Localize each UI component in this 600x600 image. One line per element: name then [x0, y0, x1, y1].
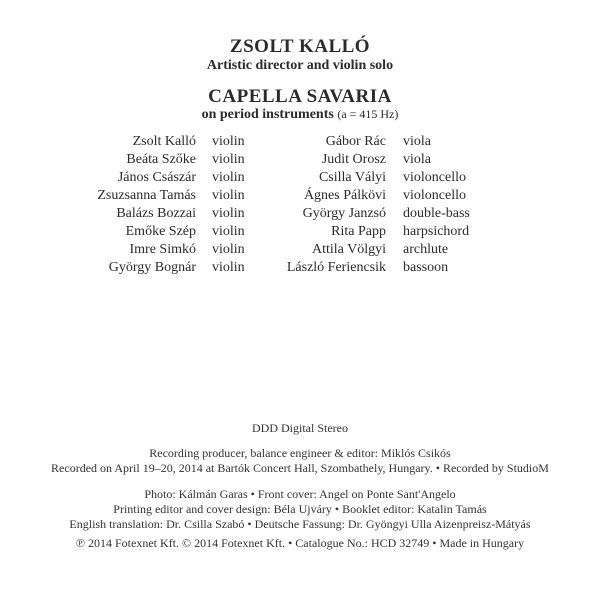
director-role: Artistic director and violin solo	[206, 58, 394, 73]
recording-producer-line: Recording producer, balance engineer & editor: Miklós Csikós	[149, 446, 451, 460]
musician-name: Balázs Bozzai	[116, 206, 196, 221]
musician-instrument: double-bass	[403, 206, 470, 221]
musician-name: György Bognár	[108, 260, 196, 275]
ensemble-name: CAPELLA SAVARIA	[208, 86, 392, 107]
musician-instrument: violin	[212, 260, 245, 275]
musician-name: Zsuzsanna Tamás	[97, 188, 196, 203]
musician-name: János Császár	[117, 170, 196, 185]
musician-instrument: bassoon	[403, 260, 449, 275]
photo-credit-line: Photo: Kálmán Garas • Front cover: Angel on Ponte Sant'Angelo	[144, 487, 456, 501]
musician-instrument: viola	[403, 134, 431, 149]
musician-instrument: archlute	[403, 242, 449, 257]
ensemble-subtitle	[0, 107, 600, 123]
musician-name: Ágnes Pálkövi	[303, 188, 386, 203]
musician-instrument: violin	[212, 188, 245, 203]
musician-name: Zsolt Kalló	[132, 134, 196, 149]
musician-name: Emőke Szép	[125, 224, 196, 239]
copyright-line: ℗ 2014 Fotexnet Kft. © 2014 Fotexnet Kft. • Catalogue No.: HCD 32749 • Made in Hungary	[75, 536, 525, 550]
musician-name: Gábor Rác	[325, 134, 386, 149]
musician-name: Csilla Vályi	[318, 170, 386, 185]
musician-name: György Janzsó	[302, 206, 386, 221]
director-name: ZSOLT KALLÓ	[229, 36, 371, 57]
musician-instrument: violin	[212, 170, 245, 185]
ensemble-subtitle-main: on period instruments	[201, 107, 334, 122]
musician-instrument: violoncello	[403, 170, 466, 185]
musician-instrument: violoncello	[403, 188, 466, 203]
musician-instrument: violin	[212, 224, 245, 239]
musician-name: Attila Völgyi	[311, 242, 386, 257]
musician-instrument: violin	[212, 152, 245, 167]
musician-instrument: violin	[212, 206, 245, 221]
musician-name: Beáta Szőke	[126, 152, 196, 167]
musician-instrument: viola	[403, 152, 431, 167]
musician-instrument: harpsichord	[403, 224, 470, 239]
musician-instrument: violin	[212, 242, 245, 257]
printing-credit-line: Printing editor and cover design: Béla Ujváry • Booklet editor: Katalin Tamás	[113, 502, 487, 516]
roster-left-names	[58, 133, 196, 277]
musician-name: László Feriencsik	[286, 260, 386, 275]
recording-credits	[0, 446, 600, 476]
production-credits	[0, 487, 600, 532]
ensemble-pitch: (a = 415 Hz)	[337, 107, 399, 121]
translation-credit-line: English translation: Dr. Csilla Szabó • Deutsche Fassung: Dr. Gyöngyi Ulla Aizenpreisz-Mátyás	[69, 517, 531, 531]
musician-name: Rita Papp	[331, 224, 386, 239]
musician-name: Judit Orosz	[321, 152, 386, 167]
recorded-on-line: Recorded on April 19–20, 2014 at Bartók Concert Hall, Szombathely, Hungary. • Recorded by StudioM	[51, 461, 549, 475]
musician-instrument: violin	[212, 134, 245, 149]
audio-format: DDD Digital Stereo	[252, 421, 348, 435]
musician-name: Imre Simkó	[129, 242, 196, 257]
roster-right-names	[258, 133, 386, 277]
roster-right-instruments	[403, 133, 503, 277]
